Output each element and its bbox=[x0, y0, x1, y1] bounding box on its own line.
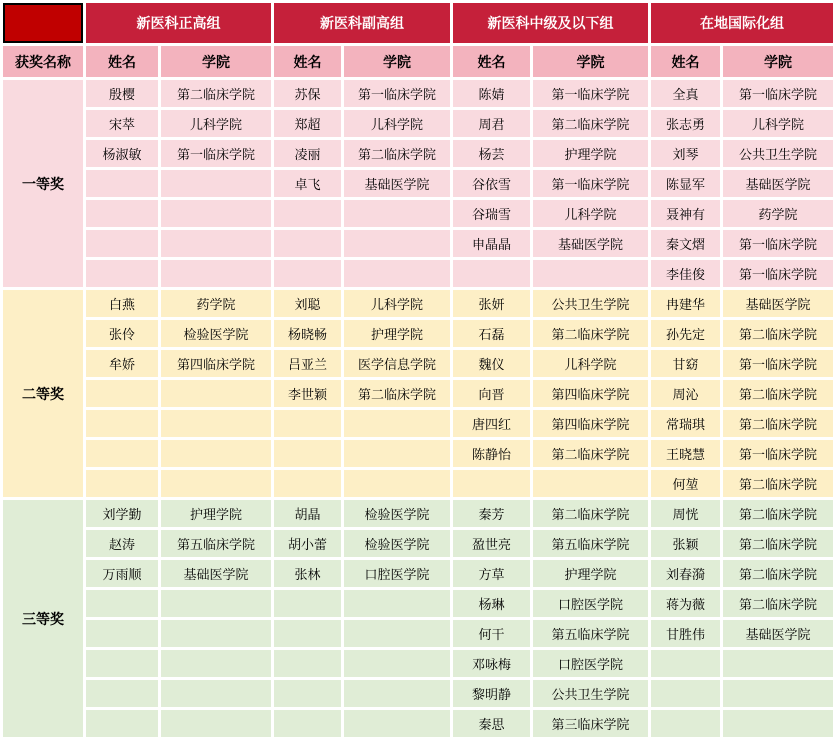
college-cell: 第一临床学院 bbox=[723, 80, 833, 107]
name-cell: 殷樱 bbox=[86, 80, 158, 107]
college-cell bbox=[161, 230, 271, 257]
name-cell: 卓飞 bbox=[274, 170, 341, 197]
college-cell: 第二临床学院 bbox=[533, 440, 648, 467]
college-cell: 公共卫生学院 bbox=[533, 680, 648, 707]
college-cell: 儿科学院 bbox=[723, 110, 833, 137]
name-cell bbox=[86, 230, 158, 257]
name-cell bbox=[274, 680, 341, 707]
name-cell bbox=[86, 200, 158, 227]
name-cell: 刘春漪 bbox=[651, 560, 720, 587]
table-row bbox=[3, 500, 833, 527]
college-cell: 基础医学院 bbox=[161, 560, 271, 587]
college-cell: 第二临床学院 bbox=[723, 320, 833, 347]
name-cell bbox=[86, 170, 158, 197]
table-row bbox=[3, 410, 833, 437]
college-cell bbox=[344, 620, 450, 647]
table-row bbox=[3, 680, 833, 707]
college-cell bbox=[723, 710, 833, 737]
name-cell: 秦文熠 bbox=[651, 230, 720, 257]
college-cell: 第二临床学院 bbox=[344, 140, 450, 167]
college-cell: 口腔医学院 bbox=[344, 560, 450, 587]
college-cell: 儿科学院 bbox=[533, 350, 648, 377]
college-cell: 第一临床学院 bbox=[723, 260, 833, 287]
college-header: 学院 bbox=[161, 46, 271, 77]
college-cell: 第四临床学院 bbox=[533, 410, 648, 437]
table-row bbox=[3, 650, 833, 677]
name-cell: 张颖 bbox=[651, 530, 720, 557]
name-cell: 冉建华 bbox=[651, 290, 720, 317]
college-cell bbox=[344, 590, 450, 617]
college-cell bbox=[161, 410, 271, 437]
college-cell bbox=[161, 650, 271, 677]
name-header: 姓名 bbox=[453, 46, 530, 77]
name-cell bbox=[274, 710, 341, 737]
college-cell: 护理学院 bbox=[344, 320, 450, 347]
name-cell bbox=[453, 260, 530, 287]
name-cell: 白燕 bbox=[86, 290, 158, 317]
name-cell: 周沁 bbox=[651, 380, 720, 407]
college-cell: 儿科学院 bbox=[344, 110, 450, 137]
college-cell: 药学院 bbox=[161, 290, 271, 317]
college-cell bbox=[533, 260, 648, 287]
name-cell: 秦芳 bbox=[453, 500, 530, 527]
college-cell bbox=[344, 650, 450, 677]
college-cell: 第二临床学院 bbox=[723, 470, 833, 497]
name-cell: 何干 bbox=[453, 620, 530, 647]
name-cell: 张志勇 bbox=[651, 110, 720, 137]
award-name-header: 获奖名称 bbox=[3, 46, 83, 77]
awards-table-body bbox=[3, 80, 833, 737]
name-cell: 凌丽 bbox=[274, 140, 341, 167]
name-cell: 张妍 bbox=[453, 290, 530, 317]
name-header: 姓名 bbox=[86, 46, 158, 77]
college-cell: 基础医学院 bbox=[344, 170, 450, 197]
college-cell bbox=[344, 260, 450, 287]
table-row bbox=[3, 170, 833, 197]
name-cell: 李佳俊 bbox=[651, 260, 720, 287]
name-cell: 陈婧 bbox=[453, 80, 530, 107]
name-cell: 李世颖 bbox=[274, 380, 341, 407]
name-cell bbox=[86, 710, 158, 737]
name-cell bbox=[453, 470, 530, 497]
name-cell: 胡小蕾 bbox=[274, 530, 341, 557]
name-cell bbox=[651, 680, 720, 707]
college-cell: 第一临床学院 bbox=[723, 230, 833, 257]
name-cell: 申晶晶 bbox=[453, 230, 530, 257]
college-cell: 检验医学院 bbox=[344, 530, 450, 557]
name-cell: 秦思 bbox=[453, 710, 530, 737]
name-cell: 宋萃 bbox=[86, 110, 158, 137]
college-cell: 第二临床学院 bbox=[723, 410, 833, 437]
table-row bbox=[3, 350, 833, 377]
name-cell: 聂神有 bbox=[651, 200, 720, 227]
name-cell: 孙先定 bbox=[651, 320, 720, 347]
college-cell bbox=[161, 170, 271, 197]
name-cell: 胡晶 bbox=[274, 500, 341, 527]
table-row bbox=[3, 470, 833, 497]
name-cell: 张林 bbox=[274, 560, 341, 587]
name-cell bbox=[274, 470, 341, 497]
college-cell: 检验医学院 bbox=[344, 500, 450, 527]
college-cell: 基础医学院 bbox=[723, 290, 833, 317]
college-header: 学院 bbox=[723, 46, 833, 77]
college-cell: 第二临床学院 bbox=[344, 380, 450, 407]
college-cell: 护理学院 bbox=[533, 140, 648, 167]
table-row bbox=[3, 140, 833, 167]
name-cell: 盈世亮 bbox=[453, 530, 530, 557]
tier-label-first-prize: 一等奖 bbox=[3, 80, 83, 287]
name-cell: 王晓慧 bbox=[651, 440, 720, 467]
college-cell: 儿科学院 bbox=[344, 290, 450, 317]
college-cell: 第五临床学院 bbox=[533, 530, 648, 557]
college-cell: 第四临床学院 bbox=[161, 350, 271, 377]
name-cell: 唐四红 bbox=[453, 410, 530, 437]
name-cell bbox=[86, 380, 158, 407]
college-cell: 第二临床学院 bbox=[723, 380, 833, 407]
group-header-row bbox=[3, 3, 833, 43]
college-cell: 儿科学院 bbox=[161, 110, 271, 137]
name-cell bbox=[651, 650, 720, 677]
college-cell: 第三临床学院 bbox=[533, 710, 648, 737]
college-cell: 第五临床学院 bbox=[161, 530, 271, 557]
name-cell: 谷瑞雪 bbox=[453, 200, 530, 227]
name-cell: 蒋为薇 bbox=[651, 590, 720, 617]
name-cell bbox=[274, 620, 341, 647]
college-cell: 第一临床学院 bbox=[161, 140, 271, 167]
name-cell: 周恍 bbox=[651, 500, 720, 527]
college-cell: 第二临床学院 bbox=[723, 500, 833, 527]
name-cell: 吕亚兰 bbox=[274, 350, 341, 377]
name-cell bbox=[274, 440, 341, 467]
college-cell bbox=[161, 620, 271, 647]
table-row bbox=[3, 80, 833, 107]
table-row bbox=[3, 230, 833, 257]
table-row bbox=[3, 260, 833, 287]
table-row bbox=[3, 590, 833, 617]
corner-cell bbox=[3, 3, 83, 43]
table-row bbox=[3, 440, 833, 467]
college-cell: 第二临床学院 bbox=[723, 530, 833, 557]
college-cell: 第一临床学院 bbox=[533, 170, 648, 197]
college-cell: 护理学院 bbox=[533, 560, 648, 587]
group-header-zhongji: 新医科中级及以下组 bbox=[453, 3, 648, 43]
college-cell: 公共卫生学院 bbox=[533, 290, 648, 317]
name-cell bbox=[86, 410, 158, 437]
college-cell bbox=[344, 410, 450, 437]
name-cell: 赵涛 bbox=[86, 530, 158, 557]
group-header-fugao: 新医科副高组 bbox=[274, 3, 450, 43]
college-cell bbox=[161, 260, 271, 287]
name-cell: 刘学勤 bbox=[86, 500, 158, 527]
name-cell: 牟娇 bbox=[86, 350, 158, 377]
name-cell bbox=[86, 680, 158, 707]
college-cell: 第二临床学院 bbox=[533, 110, 648, 137]
name-cell bbox=[274, 650, 341, 677]
college-cell: 第二临床学院 bbox=[723, 560, 833, 587]
college-cell: 公共卫生学院 bbox=[723, 140, 833, 167]
name-cell: 郑超 bbox=[274, 110, 341, 137]
college-cell: 检验医学院 bbox=[161, 320, 271, 347]
college-cell bbox=[723, 650, 833, 677]
name-cell bbox=[651, 710, 720, 737]
table-row bbox=[3, 320, 833, 347]
name-cell: 石磊 bbox=[453, 320, 530, 347]
college-cell: 第一临床学院 bbox=[533, 80, 648, 107]
name-cell bbox=[274, 260, 341, 287]
name-cell: 刘琴 bbox=[651, 140, 720, 167]
college-cell: 第一临床学院 bbox=[723, 350, 833, 377]
college-cell: 基础医学院 bbox=[533, 230, 648, 257]
college-cell: 基础医学院 bbox=[723, 620, 833, 647]
college-cell: 第一临床学院 bbox=[723, 440, 833, 467]
name-cell: 魏仪 bbox=[453, 350, 530, 377]
college-cell: 口腔医学院 bbox=[533, 590, 648, 617]
college-cell bbox=[344, 200, 450, 227]
name-cell: 杨晓畅 bbox=[274, 320, 341, 347]
college-cell bbox=[344, 470, 450, 497]
name-cell: 何堃 bbox=[651, 470, 720, 497]
college-cell bbox=[533, 470, 648, 497]
college-cell bbox=[161, 200, 271, 227]
name-cell: 杨淑敏 bbox=[86, 140, 158, 167]
group-header-zhenggao: 新医科正高组 bbox=[86, 3, 271, 43]
college-cell bbox=[161, 380, 271, 407]
name-cell: 陈静怡 bbox=[453, 440, 530, 467]
college-header: 学院 bbox=[344, 46, 450, 77]
name-cell: 甘窈 bbox=[651, 350, 720, 377]
college-cell bbox=[161, 590, 271, 617]
name-cell: 张伶 bbox=[86, 320, 158, 347]
college-cell: 医学信息学院 bbox=[344, 350, 450, 377]
college-cell bbox=[161, 470, 271, 497]
name-cell bbox=[86, 470, 158, 497]
name-cell bbox=[86, 590, 158, 617]
name-cell: 陈显军 bbox=[651, 170, 720, 197]
table-row bbox=[3, 710, 833, 737]
college-cell: 药学院 bbox=[723, 200, 833, 227]
name-cell bbox=[274, 590, 341, 617]
name-cell: 杨芸 bbox=[453, 140, 530, 167]
name-cell bbox=[86, 440, 158, 467]
name-cell: 杨琳 bbox=[453, 590, 530, 617]
name-cell: 全真 bbox=[651, 80, 720, 107]
table-row bbox=[3, 290, 833, 317]
tier-label-second-prize: 二等奖 bbox=[3, 290, 83, 497]
name-cell bbox=[86, 620, 158, 647]
college-cell: 口腔医学院 bbox=[533, 650, 648, 677]
table-row bbox=[3, 620, 833, 647]
column-header-row bbox=[3, 46, 833, 77]
name-cell bbox=[86, 650, 158, 677]
name-cell: 万雨顺 bbox=[86, 560, 158, 587]
college-cell bbox=[161, 710, 271, 737]
college-header: 学院 bbox=[533, 46, 648, 77]
name-cell: 邓咏梅 bbox=[453, 650, 530, 677]
college-cell: 儿科学院 bbox=[533, 200, 648, 227]
table-row bbox=[3, 110, 833, 137]
name-cell bbox=[274, 410, 341, 437]
college-cell: 第五临床学院 bbox=[533, 620, 648, 647]
name-cell: 黎明静 bbox=[453, 680, 530, 707]
table-row bbox=[3, 200, 833, 227]
college-cell: 第一临床学院 bbox=[344, 80, 450, 107]
college-cell: 护理学院 bbox=[161, 500, 271, 527]
name-header: 姓名 bbox=[274, 46, 341, 77]
college-cell: 第二临床学院 bbox=[533, 500, 648, 527]
college-cell: 第二临床学院 bbox=[161, 80, 271, 107]
table-row bbox=[3, 530, 833, 557]
name-cell: 常瑞琪 bbox=[651, 410, 720, 437]
college-cell bbox=[723, 680, 833, 707]
name-cell bbox=[86, 260, 158, 287]
name-cell: 苏保 bbox=[274, 80, 341, 107]
college-cell bbox=[161, 440, 271, 467]
college-cell: 第二临床学院 bbox=[533, 320, 648, 347]
name-cell: 甘胜伟 bbox=[651, 620, 720, 647]
tier-label-third-prize: 三等奖 bbox=[3, 500, 83, 737]
name-cell: 周君 bbox=[453, 110, 530, 137]
name-cell: 谷依雪 bbox=[453, 170, 530, 197]
college-cell: 第二临床学院 bbox=[723, 590, 833, 617]
college-cell bbox=[344, 710, 450, 737]
name-cell: 方草 bbox=[453, 560, 530, 587]
college-cell: 第四临床学院 bbox=[533, 380, 648, 407]
college-cell: 基础医学院 bbox=[723, 170, 833, 197]
name-header: 姓名 bbox=[651, 46, 720, 77]
college-cell bbox=[344, 440, 450, 467]
group-header-guojihua: 在地国际化组 bbox=[651, 3, 833, 43]
college-cell bbox=[161, 680, 271, 707]
table-row bbox=[3, 380, 833, 407]
name-cell bbox=[274, 230, 341, 257]
college-cell bbox=[344, 230, 450, 257]
name-cell bbox=[274, 200, 341, 227]
college-cell bbox=[344, 680, 450, 707]
name-cell: 刘聪 bbox=[274, 290, 341, 317]
name-cell: 向晋 bbox=[453, 380, 530, 407]
table-row bbox=[3, 560, 833, 587]
